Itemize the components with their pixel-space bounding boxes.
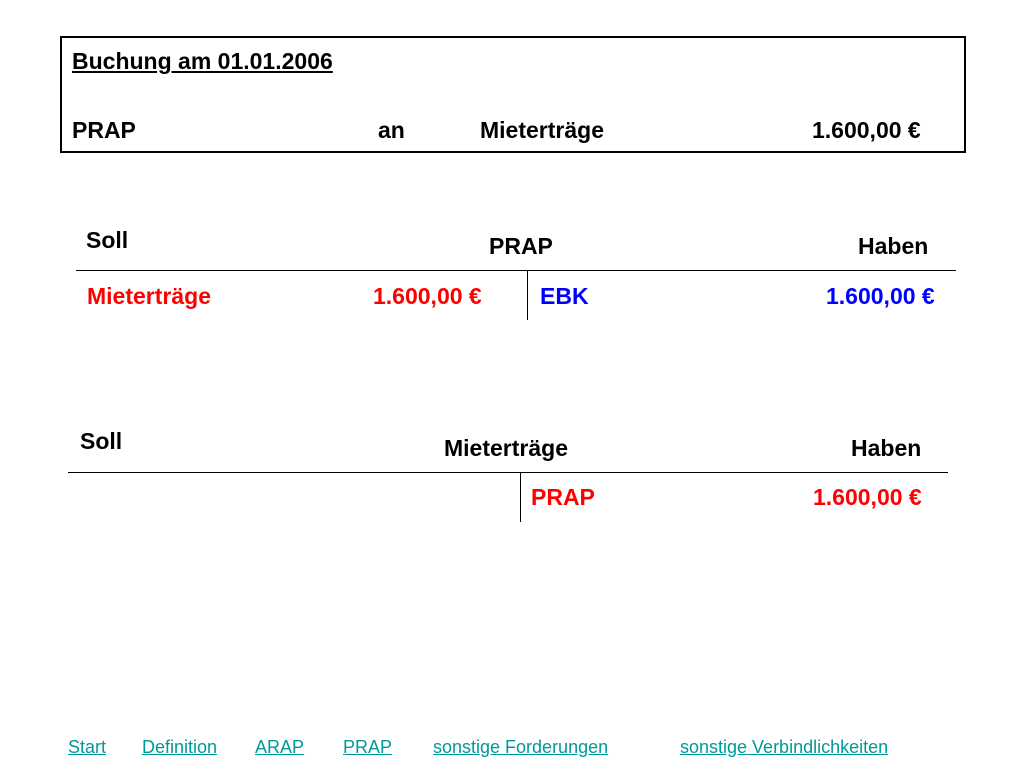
t-account-horizontal-line [68,472,948,473]
nav-link-definition[interactable]: Definition [142,737,218,757]
booking-amount: 1.600,00 € [812,117,921,143]
nav-link-sonstige-verbindlichkeiten[interactable]: sonstige Verbindlichkeiten [680,737,889,757]
booking-connector: an [378,117,405,143]
nav-link-prap[interactable]: PRAP [343,737,393,757]
haben-entry-account: EBK [540,283,589,309]
t-account-vertical-line [527,270,528,320]
booking-title: Buchung am 01.01.2006 [72,48,333,74]
haben-label: Haben [858,233,929,259]
t-account-horizontal-line [76,270,956,271]
soll-entry-amount: 1.600,00 € [373,283,482,309]
haben-entry-account: PRAP [531,484,595,510]
soll-entry-account: Mieterträge [87,283,211,309]
nav-link-start[interactable]: Start [68,737,107,757]
nav-link-arap[interactable]: ARAP [255,737,305,757]
account-title: Mieterträge [444,435,568,461]
nav-link-sonstige-forderungen[interactable]: sonstige Forderungen [433,737,609,757]
account-title: PRAP [489,233,553,259]
soll-label: Soll [80,428,123,454]
soll-label: Soll [86,227,129,253]
haben-entry-amount: 1.600,00 € [813,484,922,510]
haben-label: Haben [851,435,922,461]
haben-entry-amount: 1.600,00 € [826,283,935,309]
t-account-vertical-line [520,472,521,522]
booking-debit-account: PRAP [72,117,136,143]
booking-credit-account: Mieterträge [480,117,604,143]
